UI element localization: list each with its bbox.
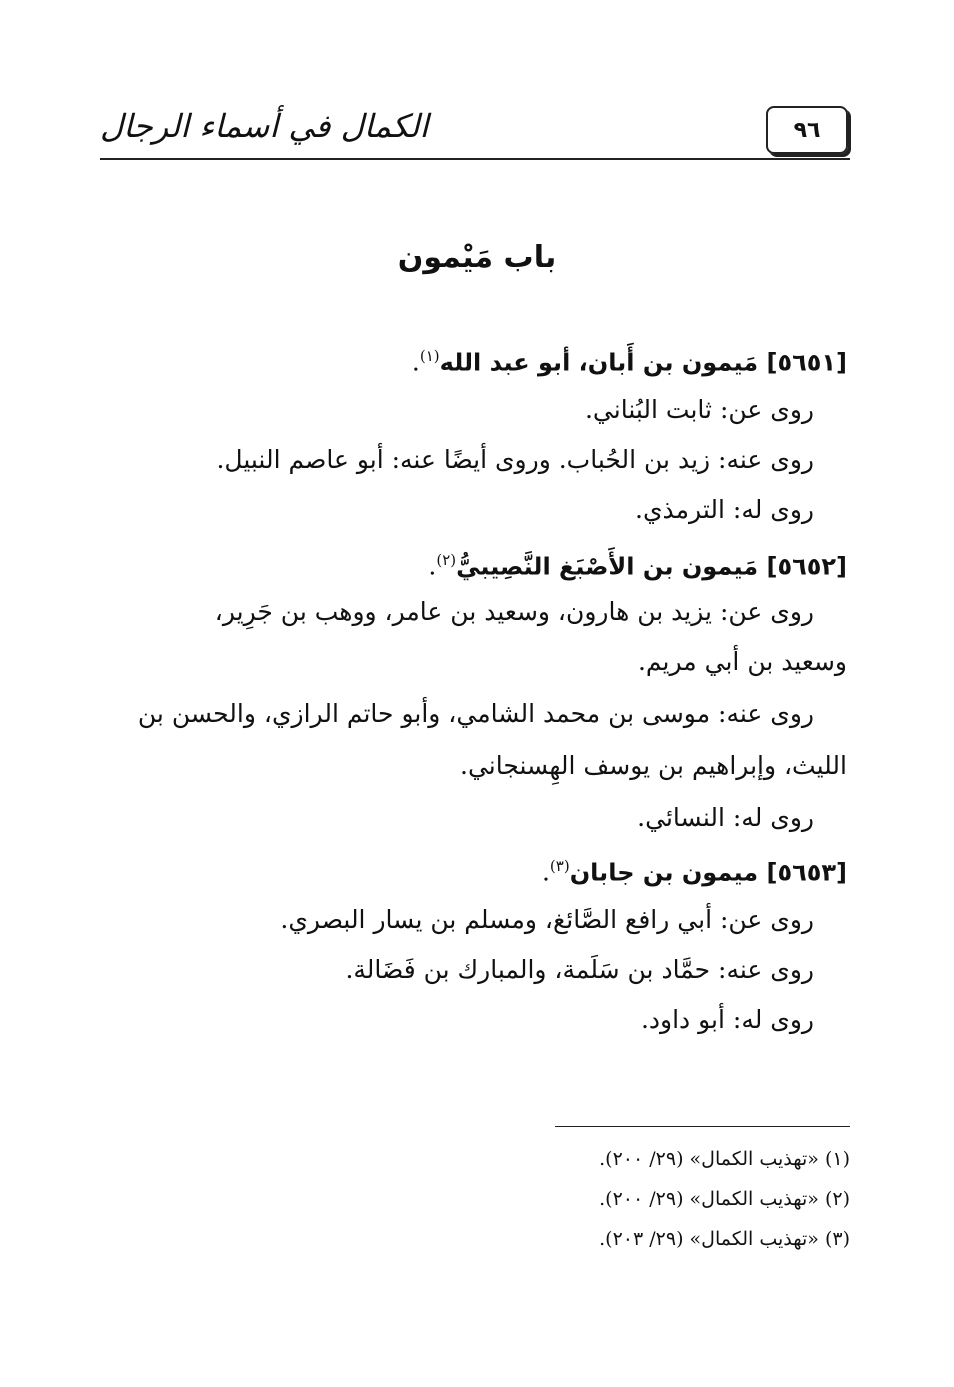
section-heading: باب مَيْمون [397,240,557,275]
page-number: ٩٦ [793,117,821,143]
footnote-marker: (٣) [549,857,570,875]
entry-title: [٥٦٥٣] ميمون بن جابان$^{(٣)}$. [541,857,847,887]
body-line: روى له: الترمذي. [635,495,814,524]
body-line: روى عنه: موسى بن محمد الشامي، وأبو حاتم الرازي، والحسن بن [137,699,814,728]
body-line: روى عنه: حمَّاد بن سَلَمة، والمبارك بن فَضَالة. [345,955,814,984]
header-rule [100,158,850,160]
page-number-box [766,106,848,154]
body-line: روى عن: يزيد بن هارون، وسعيد بن عامر، ووهب بن جَرِير، [214,597,814,626]
entry-title: [٥٦٥١] مَيمون بن أَبان، أبو عبد الله$^{(١)}$. [411,347,847,377]
body-line: روى عن: أبي رافع الصَّائغ، ومسلم بن يسار البصري. [280,905,814,934]
entry-title: [٥٦٥٢] مَيمون بن الأَصْبَغ النَّصِيبيُّ$^{(٢)}$. [428,551,847,581]
body-line: روى له: أبو داود. [640,1005,814,1034]
footnote-marker: (١) [419,347,440,365]
footnote: (١) «تهذيب الكمال» (٢٩/ ٢٠٠). [599,1148,850,1170]
body-line: الليث، وإبراهيم بن يوسف الهِسنجاني. [460,751,847,780]
body-line: وسعيد بن أبي مريم. [637,647,847,676]
body-line: روى عن: ثابت البُناني. [584,395,814,424]
footnote-rule [555,1126,850,1127]
page-header [100,92,850,164]
running-title: الكمال في أسماء الرجال [100,107,429,145]
footnote-marker: (٢) [436,551,457,569]
body-line: روى له: النسائي. [637,803,814,832]
footnote: (٣) «تهذيب الكمال» (٢٩/ ٢٠٣). [599,1228,850,1250]
footnote: (٢) «تهذيب الكمال» (٢٩/ ٢٠٠). [599,1188,850,1210]
body-line: روى عنه: زيد بن الحُباب. وروى أيضًا عنه: أبو عاصم النبيل. [216,445,814,474]
